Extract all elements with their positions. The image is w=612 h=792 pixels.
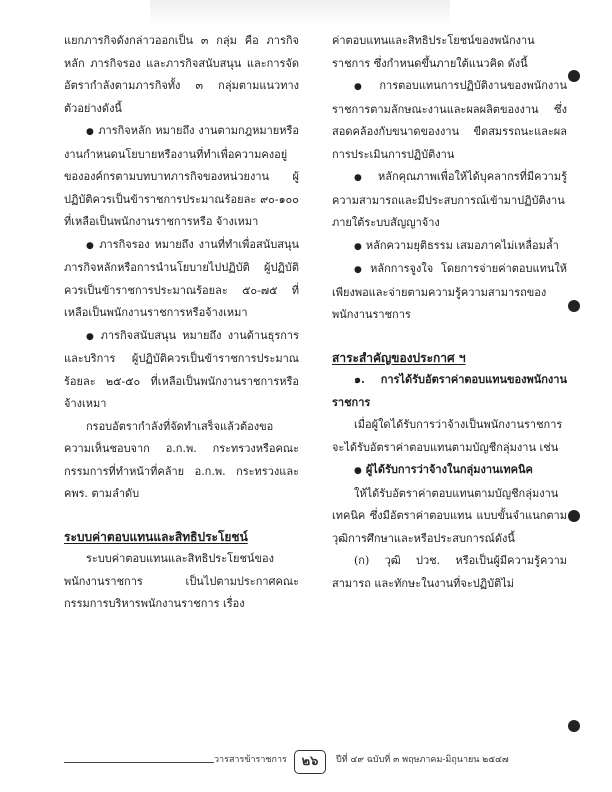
- left-paragraph-3: ระบบค่าตอบแทนและสิทธิประโยชน์ของพนักงานราชการ เป็นไปตามประกาศคณะกรรมการบริหารพนักงานราชการ เรื่อง: [64, 552, 299, 610]
- right-bullet-technical-group: ● ผู้ได้รับการว่าจ้างในกลุ่มงานเทคนิค: [354, 463, 533, 476]
- bullet-icon: ●: [86, 240, 96, 251]
- right-paragraph-1: ค่าตอบแทนและสิทธิประโยชน์ของพนักงานราชการ ซึ่งกำหนดขึ้นภายใต้แนวคิด ดังนี้: [332, 34, 535, 70]
- bullet-icon: ●: [86, 127, 95, 137]
- scan-top-shade: [150, 0, 450, 26]
- bullet-icon: ●: [354, 265, 367, 275]
- right-bullet-performance: ● การตอบแทนการปฏิบัติงานของพนักงานราชการตามลักษณะงานและผลผลิตของงาน ซึ่งสอดคล้องกับขนาดของงาน ขีดสมรรถนะและผลการประเมินการปฏิบัติงาน: [332, 79, 567, 161]
- right-bullet-quality: ● หลักคุณภาพเพื่อให้ได้บุคลากรที่มีความรู้ความสามารถและมีประสบการณ์เข้ามาปฏิบัติงานภายใต้ระบบสัญญาจ้าง: [332, 170, 567, 229]
- punch-hole-decoration: [568, 510, 580, 522]
- bullet-icon: ●: [354, 466, 362, 476]
- right-bullet-fairness: ● หลักความยุติธรรม เสมอภาคไม่เหลื่อมล้ำ: [354, 238, 559, 252]
- page-footer: [64, 752, 564, 778]
- bullet-icon: ●: [354, 82, 376, 92]
- item-1-text: เมื่อผู้ใดได้รับการว่าจ้างเป็นพนักงานราชการ จะได้รับอัตราค่าตอบแทนตามบัญชีกลุ่มงาน เช่น: [332, 418, 563, 454]
- bullet-icon: ●: [354, 241, 362, 252]
- left-bullet-support-mission: ● ภารกิจสนับสนุน หมายถึง งานด้านธุรการและบริการ ผู้ปฏิบัติควรเป็นข้าราชการประมาณร้อยละ ๒๕-๕๐ ที่เหลือเป็นพนักงานราชการหรือจ้างเหมา: [64, 328, 299, 410]
- section-heading-announcement: สาระสำคัญของประกาศ ฯ: [332, 350, 466, 365]
- footer-issue-info: ปีที่ ๔๙ ฉบับที่ ๓ พฤษภาคม-มิถุนายน ๒๕๔๗: [336, 755, 509, 765]
- technical-group-text: ให้ได้รับอัตราค่าตอบแทนตามบัญชีกลุ่มงานเทคนิค ซึ่งมีอัตราค่าตอบแทน แบบขั้นจำแนกตามวุฒิการศึกษาและหรือประสบการณ์ดังนี้: [332, 486, 567, 545]
- left-column: [64, 30, 299, 616]
- section-heading-compensation: ระบบค่าตอบแทนและสิทธิประโยชน์: [64, 529, 248, 544]
- punch-hole-decoration: [568, 70, 580, 82]
- left-paragraph-1: แยกภารกิจดังกล่าวออกเป็น ๓ กลุ่ม คือ ภารกิจหลัก ภารกิจรอง และภารกิจสนับสนุน และการจัดอัตรากำลังตามภารกิจทั้ง ๓ กลุ่มตามแนวทางตัวอย่างดังนี้: [64, 34, 299, 115]
- right-column: [332, 30, 567, 595]
- left-bullet-secondary-mission: ● ภารกิจรอง หมายถึง งานที่ทำเพื่อสนับสนุนภารกิจหลักหรือการนำนโยบายไปปฏิบัติ ผู้ปฏิบัติควรเป็นข้าราชการประมาณร้อยละ ๕๐-๗๕ ที่เหลือเป็นพนักงานราชการหรือจ้างเหมา: [64, 237, 299, 319]
- bullet-icon: ●: [86, 331, 97, 342]
- punch-hole-decoration: [568, 720, 580, 732]
- bullet-icon: ●: [354, 173, 374, 183]
- item-1-title: ๑. การได้รับอัตราค่าตอบแทนของพนักงานราชการ: [332, 373, 567, 409]
- left-paragraph-2: กรอบอัตรากำลังที่จัดทำเสร็จแล้วต้องขอความเห็นชอบจาก อ.ก.พ. กระทรวงหรือคณะกรรมการที่ทำหน้าที่คล้าย อ.ก.พ. กระทรวงและ คพร. ตามลำดับ: [64, 419, 299, 500]
- footer-magazine-name: วารสารข้าราชการ: [214, 752, 293, 766]
- page-number: ๒๖: [294, 750, 326, 774]
- right-bullet-motivation: ● หลักการจูงใจ โดยการจ่ายค่าตอบแทนให้เพียงพอและจ่ายตามความรู้ความสามารถของพนักงานราชการ: [332, 262, 567, 321]
- sub-item-a: (ก) วุฒิ ปวช. หรือเป็นผู้มีความรู้ความสามารถ และทักษะในงานที่จะปฏิบัติไม่: [332, 554, 567, 590]
- punch-hole-decoration: [568, 300, 580, 312]
- left-bullet-core-mission: ● ภารกิจหลัก หมายถึง งานตามกฎหมายหรืองานกำหนดนโยบายหรืองานที่ทำเพื่อความคงอยู่ขององค์กรตามบทบาทภารกิจของหน่วยงาน ผู้ปฏิบัติควรเป็นข้าราชการประมาณร้อยละ ๙๐-๑๐๐ ที่เหลือเป็นพนักงานราชการหรือ จ้างเหมา: [64, 124, 299, 228]
